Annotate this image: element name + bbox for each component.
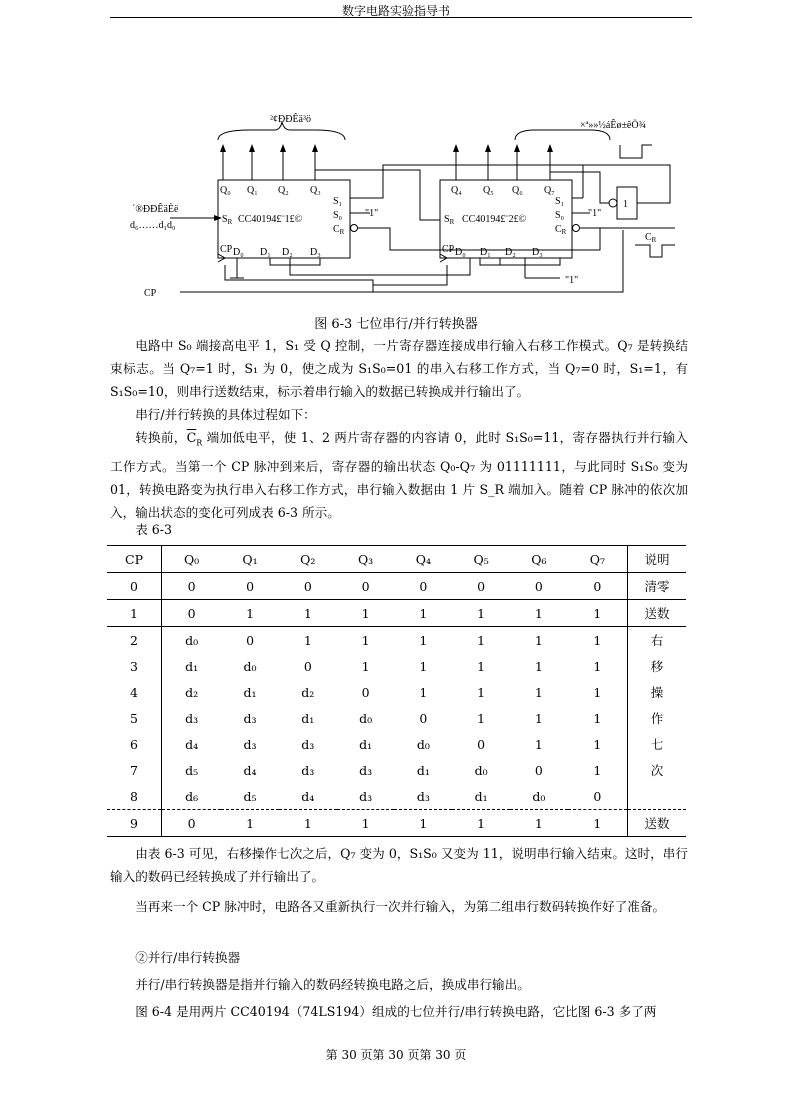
table-cell: 移 [628,653,687,679]
table-cell: 0 [221,573,279,600]
table-cell: 3 [107,653,162,679]
page-footer: 第 30 页第 30 页第 30 页 [325,1048,467,1062]
table-cell: d₃ [243,736,257,752]
chip-1-q0: Q₀ [220,185,231,196]
table-cell: 1 [337,600,395,627]
table-cell: 0 [162,600,222,627]
table-cell: 1 [303,632,312,648]
paragraph-1: 电路中 S₀ 端接高电平 1，S₁ 受 Q 控制，一片寄存器连接成串行输入右移工作模式。Q₇ 是转换结束标志。当 Q₇=1 时，S₁ 为 0，使之成为 S₁S₀=01 的串入右移工作方式，当 Q₇=0 时，S₁=1，有 S₁S₀=10，则串行送数结束，标示着串行输入的数据已转换成并行输出了。 [110,338,688,399]
paragraph-6: ②并行/串行转换器 [135,950,241,965]
table-cell: d₁ [416,762,430,778]
table-6-3 [107,545,686,837]
gate-label: 1 [623,199,628,210]
table-cell: 9 [107,810,162,837]
brace-end-flag [515,130,610,140]
table-cell: 1 [534,658,543,674]
table-cell: d₄ [185,736,199,752]
table-cell: 0 [534,762,543,778]
table-cell: d₁ [359,736,373,752]
header-cell: Q₇ [568,546,628,573]
header-cell: Q₁ [221,546,279,573]
table-cell: 0 [279,573,337,600]
chip-2-q4: Q₄ [451,185,462,196]
chip-2-cr: $C_R$ [555,224,567,236]
chip-2-s0-one: "1" [588,208,602,219]
table-cell: d₄ [279,783,337,810]
paragraph-7: 并行/串行转换器是指并行输入的数码经转换电路之后，换成串行输出。 [135,977,530,992]
table-cell: d₀ [359,710,373,726]
table-row [107,653,686,679]
header-cell: Q₆ [510,546,568,573]
header-cell: 说明 [628,546,687,573]
chip-2-cp: CP [442,244,455,255]
chip-1-d1: D₁ [260,247,271,258]
table-body [107,573,686,837]
table-cell: 0 [246,632,255,648]
table-cell: 1 [534,632,543,648]
table-cell: 0 [510,573,568,600]
table-cell: 0 [568,573,628,600]
table-cell: 1 [452,810,510,837]
table-cell: 1 [394,810,452,837]
table-row [107,627,686,654]
table-cell: 1 [279,810,337,837]
table-cell: d₃ [301,762,315,778]
chip-1-cp: CP [220,244,233,255]
paragraph-3: 转换前，$\overline{C}_R$ 端加低电平，使 1、2 两片寄存器的内容请 0，此时 S₁S₀=11，寄存器执行并行输入工作方式。当第一个 CP 脉冲到来后，寄存器的输出状态 Q₀-Q₇ 为 01111111，与此同时 S₁S₀ 变为 01，转换电路变为执行串入右移工作方式，串行输入数据由 1 片 S_R 端加入。随着 CP 脉冲的依次加入，输出状态的变化可列成表 6-3 所示。 [110,430,689,520]
table-cell: 1 [394,600,452,627]
chip-1-d3: D₃ [310,247,321,258]
chip-1-q3: Q₃ [310,185,321,196]
table-cell: 0 [394,573,452,600]
table-cell: 1 [419,658,428,674]
chip-1-sr: $S_R$ [222,214,233,226]
header-cell: Q₃ [337,546,395,573]
table-cell: d₄ [243,762,257,778]
table-cell: d₆ [162,783,222,810]
cp-input-label: CP [144,288,157,299]
paragraph-5: 当再来一个 CP 脉冲时，电路各又重新执行一次并行输入，为第二组串行数码转换作好了准备。 [135,899,666,914]
table-row [107,573,686,600]
table-cell: 1 [593,736,602,752]
table-cell [628,783,687,810]
table-cell: d₃ [185,710,199,726]
table-row [107,810,686,837]
table-cell: 0 [477,736,486,752]
chip-1-s0: S₀ [333,210,343,221]
table-header-row [107,546,686,573]
table-cell: 1 [510,810,568,837]
table-cell: 1 [477,658,486,674]
table-cell: 次 [628,757,687,783]
chip-1-d0: D₀ [233,247,244,258]
table-cell: 1 [534,710,543,726]
chip-1-q2: Q₂ [278,185,289,196]
table-cell: 1 [568,810,628,837]
chip-2-name: CC40194£¨2£© [462,214,527,225]
table-cell: d₃ [394,783,452,810]
table-cell: 0 [337,573,395,600]
table-cell: 1 [361,632,370,648]
figure-caption: 图 6-3 七位串行/并行转换器 [314,317,478,332]
chip-2-d1: D₁ [480,247,491,258]
header-cell: Q₀ [162,546,222,573]
table-row [107,783,686,810]
table-cell: d₀ [185,632,199,648]
header-cell: Q₄ [394,546,452,573]
chip-1-q1: Q₁ [247,185,258,196]
table-cell: 1 [593,632,602,648]
table-cell: d₀ [416,736,430,752]
chip-2-d2: D₂ [505,247,516,258]
table-cell: 0 [303,658,312,674]
table-cell: 1 [419,632,428,648]
table-cell: 1 [477,684,486,700]
table-cell: 0 [162,810,222,837]
table-cell: d₀ [474,762,488,778]
header-cell: Q₂ [279,546,337,573]
table-cell: 1 [593,684,602,700]
table-cell: 1 [534,736,543,752]
serial-input-data: d₆……d₁d₀ [130,220,176,231]
chip-2-q6: Q₆ [512,185,523,196]
table-cell: 1 [221,810,279,837]
table-cell: 1 [337,810,395,837]
table-cell: 6 [107,731,162,757]
table-cell: 1 [279,600,337,627]
table-cell: d₁ [243,684,257,700]
table-cell: d₁ [452,783,510,810]
table-cell: 0 [568,783,628,810]
table-cell: 1 [477,632,486,648]
chip-1-s0-one: "1" [365,208,379,219]
paragraph-8: 图 6-4 是用两片 CC40194（74LS194）组成的七位并行/串行转换电路，它比图 6-3 多了两 [135,1004,657,1019]
table-cell: d₀ [510,783,568,810]
table-cell: 7 [107,757,162,783]
table-cell: 七 [628,731,687,757]
table-row [107,679,686,705]
table-cell: d₃ [301,736,315,752]
table-cell: 0 [452,573,510,600]
table-cell: 1 [221,600,279,627]
table-cell: d₅ [185,762,199,778]
table-cell: 1 [452,600,510,627]
chip-1-cr: $C_R$ [333,224,345,236]
table-cell: d₃ [243,710,257,726]
table-cell: 送数 [628,600,687,627]
table-cell: 0 [361,684,370,700]
table-cell: d₃ [359,762,373,778]
brace-1-label: ²¢ÐÐÊä³ö [270,114,311,125]
table-cell: 0 [419,710,428,726]
header-cell: Q₅ [452,546,510,573]
paragraph-2: 串行/并行转换的具体过程如下： [135,407,316,422]
table-cell: 1 [361,658,370,674]
chip-2-q5: Q₅ [483,185,494,196]
table-cell: 1 [419,684,428,700]
table-row [107,705,686,731]
table-cell: 1 [477,710,486,726]
chip-1-name: CC40194£¨1£© [238,214,303,225]
table-cell: 作 [628,705,687,731]
paragraph-4: 由表 6-3 可见，右移操作七次之后，Q₇ 变为 0，S₁S₀ 又变为 11，说明串行输入结束。这时，串行输入的数码已经转换成了并行输出了。 [110,846,688,884]
table-cell: 1 [593,658,602,674]
table-cell: d₀ [243,658,257,674]
table-row [107,600,686,627]
table-cell: 8 [107,783,162,810]
chip-2-d0: D₀ [455,247,466,258]
table-cell: d₂ [185,684,199,700]
table-cell: 送数 [628,810,687,837]
table-cell: d₅ [221,783,279,810]
chip-1-s1: S₁ [333,196,343,207]
table-cell: 4 [107,679,162,705]
chip-2-s0: S₀ [555,210,565,221]
table-cell: 右 [628,627,687,654]
table-row [107,757,686,783]
table-cell: 1 [593,762,602,778]
chip-2-q7: Q₇ [544,185,555,196]
table-cell: d₁ [185,658,199,674]
table-cell: d₂ [301,684,315,700]
table-cell: d₃ [337,783,395,810]
table-row [107,731,686,757]
cr-input-label: $C_R$ [645,232,657,244]
circuit-diagram [130,100,690,310]
table-label: 表 6-3 [135,522,173,537]
table-cell: 1 [568,600,628,627]
header-cell: CP [107,546,162,573]
table-cell: 清零 [628,573,687,600]
table-cell: 1 [107,600,162,627]
serial-input-label: ´®ÐÐÊäÈë [132,204,179,215]
header-rule [110,17,692,18]
brace-2-label: ×ª»»½áÊø±êÖ¾ [580,120,647,131]
chip-2-sr: $S_R$ [444,214,455,226]
table-cell: 0 [107,573,162,600]
table-cell: d₁ [301,710,315,726]
chip-2-s1: S₁ [555,196,565,207]
table-cell: 1 [593,710,602,726]
table-cell: 5 [107,705,162,731]
table-cell: 1 [534,684,543,700]
table-cell: 操 [628,679,687,705]
chip-1-d2: D₂ [282,247,293,258]
chip-2-d3: D₃ [532,247,543,258]
table-cell: 2 [107,627,162,654]
table-cell: 1 [510,600,568,627]
header-title: 数字电路实验指导书 [341,4,450,18]
table-cell: 0 [162,573,222,600]
chip-2-d-one: "1" [565,275,579,286]
